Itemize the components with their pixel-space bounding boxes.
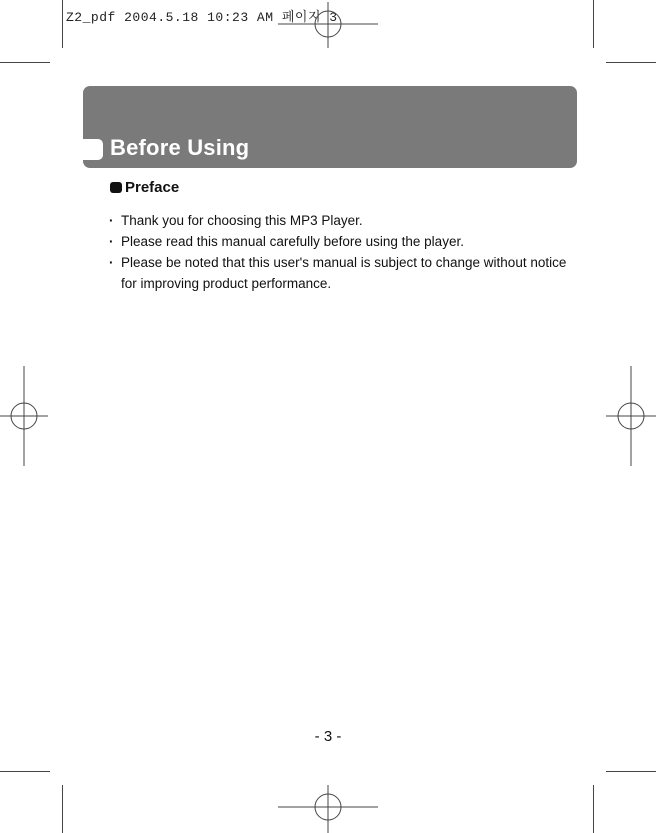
section-heading — [110, 179, 179, 196]
list-item: · Please be noted that this user's manual is subject to change without notice for improving product performance. — [109, 252, 579, 294]
crop-mark-bottom-right-horizontal — [606, 771, 656, 772]
registration-mark-top — [278, 2, 378, 48]
square-bullet-icon — [110, 182, 122, 193]
crop-mark-bottom-left-vertical — [62, 785, 63, 833]
section-heading-label: Preface — [125, 179, 180, 196]
crop-mark-top-left-horizontal — [0, 62, 50, 63]
list-item: · Thank you for choosing this MP3 Player. — [109, 210, 579, 231]
crop-mark-top-left-vertical — [62, 0, 63, 48]
banner-tab-marker — [83, 139, 103, 160]
crop-mark-bottom-right-vertical — [593, 785, 594, 833]
crop-mark-top-right-vertical — [593, 0, 594, 48]
preface-list — [109, 210, 579, 294]
crop-mark-bottom-left-horizontal — [0, 771, 50, 772]
registration-mark-right — [606, 366, 656, 466]
crop-mark-top-right-horizontal — [606, 62, 656, 63]
page-number: - 3 - — [314, 728, 342, 745]
print-slug: Z2_pdf 2004.5.18 10:23 AM 페이지 3 — [66, 10, 338, 25]
list-item: · Please read this manual carefully before using the player. — [109, 231, 579, 252]
chapter-title: Before Using — [110, 135, 250, 160]
registration-mark-bottom — [278, 785, 378, 833]
registration-mark-left — [0, 366, 48, 466]
